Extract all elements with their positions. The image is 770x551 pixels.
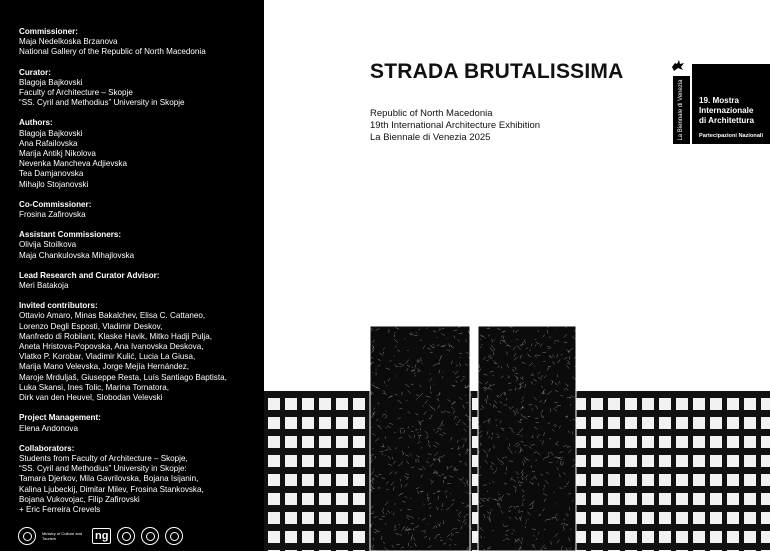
credit-section	[19, 200, 259, 220]
credit-section	[19, 68, 259, 109]
sponsor-logos	[18, 527, 183, 545]
credit-line: Frosina Zafirovska	[19, 210, 86, 220]
credit-line: National Gallery of the Republic of North Macedonia	[19, 47, 206, 57]
subtitle-line: 19th International Architecture Exhibition	[370, 120, 541, 131]
credit-line: Lorenzo Degli Esposti, Vladimir Deskov,	[19, 321, 163, 331]
credit-line: + Eric Ferreira Crevels	[19, 504, 101, 514]
credit-line: Dirk van den Heuvel, Slobodan Velevski	[19, 393, 163, 403]
credit-line: Aneta Hristova-Popovska, Ana Ivanovska Deskova,	[19, 342, 204, 352]
ministry-emblem-icon	[18, 527, 36, 545]
credit-heading: Co-Commissioner:	[19, 199, 92, 209]
credit-line: Maroje Mrduljaš, Giuseppe Resta, Luís Santiago Baptista,	[19, 372, 227, 382]
biennale-line: di Architettura	[699, 116, 755, 125]
credit-line: Blagoja Bajkovski	[19, 128, 83, 138]
credit-line: Olivija Stoilkova	[19, 240, 77, 250]
credit-line: Blagoja Bajkovski	[19, 77, 83, 87]
credit-line: Kalina Ljubeckij, Dimitar Milev, Frosina Stankovska,	[19, 484, 204, 494]
credit-section	[19, 118, 259, 189]
credit-line: Luka Skansi, Ines Tolic, Marina Tornatora,	[19, 382, 169, 392]
credit-section	[19, 27, 259, 58]
biennale-partecipazioni: Partecipazioni Nazionali	[699, 133, 764, 139]
credit-line: Marija Mano Velevska, Jorge Mejía Hernández,	[19, 362, 190, 372]
credits-list	[19, 27, 259, 525]
credit-line: Ana Rafailovska	[19, 138, 78, 148]
credit-line: “SS. Cyril and Methodius” University in Skopje:	[19, 464, 187, 474]
subtitle	[370, 108, 540, 144]
credit-line: Ottavio Amaro, Minas Bakalchev, Elisa C. Cattaneo,	[19, 311, 206, 321]
faculty-seal-icon	[141, 527, 159, 545]
credit-heading: Lead Research and Curator Advisor:	[19, 270, 160, 280]
credit-section	[19, 230, 259, 261]
brutalist-facade-illustration	[264, 326, 770, 551]
credit-line: Faculty of Architecture – Skopje	[19, 88, 133, 98]
credits-panel	[0, 0, 264, 551]
page-title: STRADA BRUTALISSIMA	[370, 60, 624, 83]
biennale-logo-box	[692, 64, 770, 144]
national-gallery-logo: ng	[92, 528, 111, 544]
credit-heading: Curator:	[19, 67, 51, 77]
subtitle-line: Republic of North Macedonia	[370, 108, 493, 119]
subtitle-line: La Biennale di Venezia 2025	[370, 132, 491, 143]
credit-section	[19, 413, 259, 433]
credit-line: Nevenka Mancheva Adjievska	[19, 159, 127, 169]
credit-section	[19, 301, 259, 403]
biennale-vertical-bar	[673, 76, 690, 144]
credit-line: Students from Faculty of Architecture – Skopje,	[19, 453, 188, 463]
credit-heading: Invited contributors:	[19, 301, 98, 311]
credit-section	[19, 444, 259, 515]
credit-line: Tea Damjanovska	[19, 169, 84, 179]
credit-line: Manfredo di Robilant, Klaske Havik, Mitko Hadji Pulja,	[19, 331, 212, 341]
credit-line: Mihajlo Stojanovski	[19, 179, 89, 189]
credit-heading: Project Management:	[19, 413, 101, 423]
credit-line: Tamara Djerkov, Mila Gavrilovska, Bojana Isijanin,	[19, 474, 199, 484]
biennale-line: Internazionale	[699, 106, 754, 115]
credit-section	[19, 271, 259, 291]
credit-line: Maja Chankulovska Mihajlovska	[19, 250, 135, 260]
ministry-label: Ministry of Culture and Tourism	[42, 531, 83, 541]
credit-line: Marija Antikj Nikolova	[19, 149, 96, 159]
credit-line: Elena Andonova	[19, 423, 78, 433]
university-seal-icon	[117, 527, 135, 545]
credit-heading: Authors:	[19, 118, 53, 128]
credit-line: Meri Batakoja	[19, 281, 69, 291]
credit-heading: Commissioner:	[19, 27, 78, 36]
credit-heading: Collaborators:	[19, 443, 75, 453]
biennale-vertical-text: La Biennale di Venezia	[678, 79, 684, 141]
credit-line: Bojana Vukovojac, Filip Zafirovski	[19, 494, 140, 504]
credit-line: Vlatko P. Korobar, Vladimir Kulić, Lucia La Giusa,	[19, 352, 196, 362]
credit-line: Maja Nedelkoska Brzanova	[19, 37, 118, 47]
biennale-mostra	[699, 96, 754, 126]
credit-line: “SS. Cyril and Methodius” University in Skopje	[19, 98, 185, 108]
winged-lion-icon	[671, 58, 685, 72]
institute-seal-icon	[165, 527, 183, 545]
credit-heading: Assistant Commissioners:	[19, 230, 122, 240]
biennale-line: 19. Mostra	[699, 96, 740, 105]
